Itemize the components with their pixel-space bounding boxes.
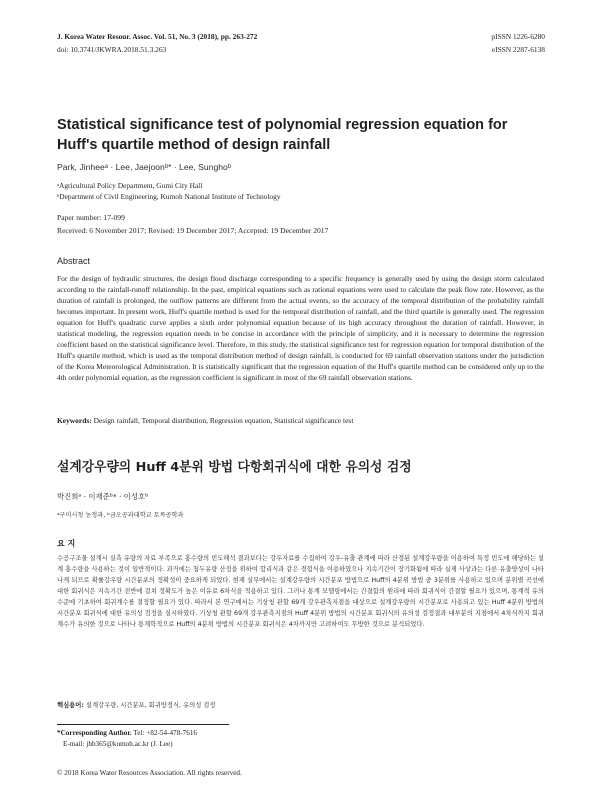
korean-author-list: 박진희ᵃ · 이재준ᵇ* · 이성호ᵇ bbox=[57, 492, 149, 501]
affiliations bbox=[57, 180, 281, 202]
author-list: Park, Jinheeᵃ · Lee, Jaejoonᵇ* · Lee, Sunghoᵇ bbox=[57, 162, 232, 172]
korean-abstract-heading: 요 지 bbox=[57, 539, 76, 548]
abstract-heading: Abstract bbox=[57, 256, 91, 266]
korean-keywords-text: 설계강우량, 시간분포, 회귀방정식, 유의성 검정 bbox=[83, 702, 216, 709]
keywords-label: Keywords: bbox=[57, 416, 92, 425]
paper-dates: Received: 6 November 2017; Revised: 19 December 2017; Accepted: 19 December 2017 bbox=[57, 225, 329, 235]
paper-info bbox=[57, 212, 328, 237]
affiliation-a: ᵃAgricultural Policy Department, Gumi City Hall bbox=[57, 181, 203, 190]
corr-label: *Corresponding Author. bbox=[57, 729, 132, 737]
affiliation-b: ᵇDepartment of Civil Engineering, Kumoh National Institute of Technology bbox=[57, 192, 281, 201]
keywords bbox=[57, 416, 544, 425]
copyright-notice: © 2018 Korea Water Resources Association. All rights reserved. bbox=[57, 769, 242, 777]
pissn: pISSN 1226-6280 bbox=[491, 32, 545, 41]
korean-keywords-label: 핵심용어: bbox=[57, 702, 84, 709]
korean-keywords bbox=[57, 700, 544, 709]
running-header bbox=[57, 30, 545, 56]
footnote-divider bbox=[57, 724, 229, 725]
corr-email[interactable]: E-mail: jhb365@kumoh.ac.kr (J. Lee) bbox=[63, 740, 173, 748]
korean-title: 설계강우량의 Huff 4분위 방법 다항회귀식에 대한 유의성 검정 bbox=[57, 460, 412, 475]
korean-abstract-body: 수공구조물 설계시 실측 유량의 자료 부족으로 홍수량의 빈도해석 결과보다는 강우자료를 수집하여 강우-유출 관계에 따라 산정된 설계강우량을 이용하여 특정 빈도에 해당하는 설계 홍수량을 사용하는 것이 일반적이다. 과거에는 첨두유량 산정을 위하여 합리식과 같은 경험식을 이용하였으나 지속기간이 장기화됨에 따라 실제 사상과는 다른 유출양상이 나타나게 되므로 확률강우량 시간분포의 정확성이 중요하게 되었다. 현재 실무에서는 설계강우량의 시간분포 방법으로 Huff의 4분위 방법 중 3분위를 사용하고 있으며 분위별 곡선에 대한 회귀식은 지속기간 전반에 걸쳐 정확도가 높은 이유로 6차식을 적용하고 있다. 그러나 통계 모델링에서는 간결함의 원리에 따라 회귀식이 간결할 필요가 있으며, 통계적 유의수준에 기초하여 회귀계수를 결정할 필요가 있다. 따라서 본 연구에서는 기상청 관할 69개 강우관측지점을 대상으로 설계강우량의 시간분포로 사용되고 있는 Huff 4분위 방법의 시간분포 회귀식에 대한 유의성 검정을 실시하였다. 기상청 관할 69개 강우관측지점의 Huff 4분위 방법의 시간분포 회귀식의 유의성 검정결과 대부분의 지점에서 4차식까지 회귀계수가 유의한 것으로 나타나 통계학적으로 Huff의 4분위 방법의 시간분포 회귀식은 4차까지만 고려하여도 무방한 것으로 분석되었다. bbox=[57, 555, 544, 628]
paper-number: Paper number: 17-099 bbox=[57, 213, 125, 222]
eissn: eISSN 2287-6138 bbox=[491, 45, 545, 54]
corr-tel: Tel: +82-54-478-7616 bbox=[131, 729, 198, 737]
paper-title: Statistical significance test of polynomial regression equation for Huff's quartile method of design rainfall bbox=[57, 117, 508, 153]
keywords-text: Design rainfall, Temporal distribution, Regression equation, Statistical significance test bbox=[91, 416, 354, 425]
abstract-body: For the design of hydraulic structures, the design flood discharge corresponding to a specific frequency is generally used by using the design storm calculated according to the rainfall-runoff relationship. In the past, empirical equations such as rational equations were used to calculate the peak flow rate. However, as the duration of rainfall is prolonged, the outflow patterns are different from the actual events, so the accuracy of the temporal distribution of the probability rainfall becomes important. In present work, Huff's quartile method is used for the temporal distribution of rainfall, and the third quartile is generally used. The regression equation for Huff's quadratic curve applies a sixth order polynomial equation because of its high accuracy throughout the duration of rainfall. However, in statistical modeling, the regression equation needs to be concise in accordance with the principle of simplicity, and it is necessary to determine the regression coefficient based on the statistical significance level. Therefore, in this study, the statistical significance test for regression equation for temporal distribution of the Huff's quartile method, which is used as the temporal distribution method of design rainfall, is conducted for 69 rainfall observation stations under the jurisdiction of the Korea Meteorological Administration. It is statistically significant that the regression equation of the Huff's quartile method can be considered only up to the 4th order polynomial equation, as the regression coefficient is significant in most of the 69 rainfall observation stations. bbox=[57, 274, 544, 382]
corresponding-author bbox=[57, 728, 197, 750]
korean-affiliations: ᵃ구미시청 농정과, ᵇ금오공과대학교 토목공학과 bbox=[57, 512, 184, 519]
journal-citation: J. Korea Water Resour. Assoc. Vol. 51, No. 3 (2018), pp. 263-272 bbox=[57, 32, 258, 41]
doi[interactable]: doi: 10.3741/JKWRA.2018.51.3.263 bbox=[57, 45, 167, 54]
